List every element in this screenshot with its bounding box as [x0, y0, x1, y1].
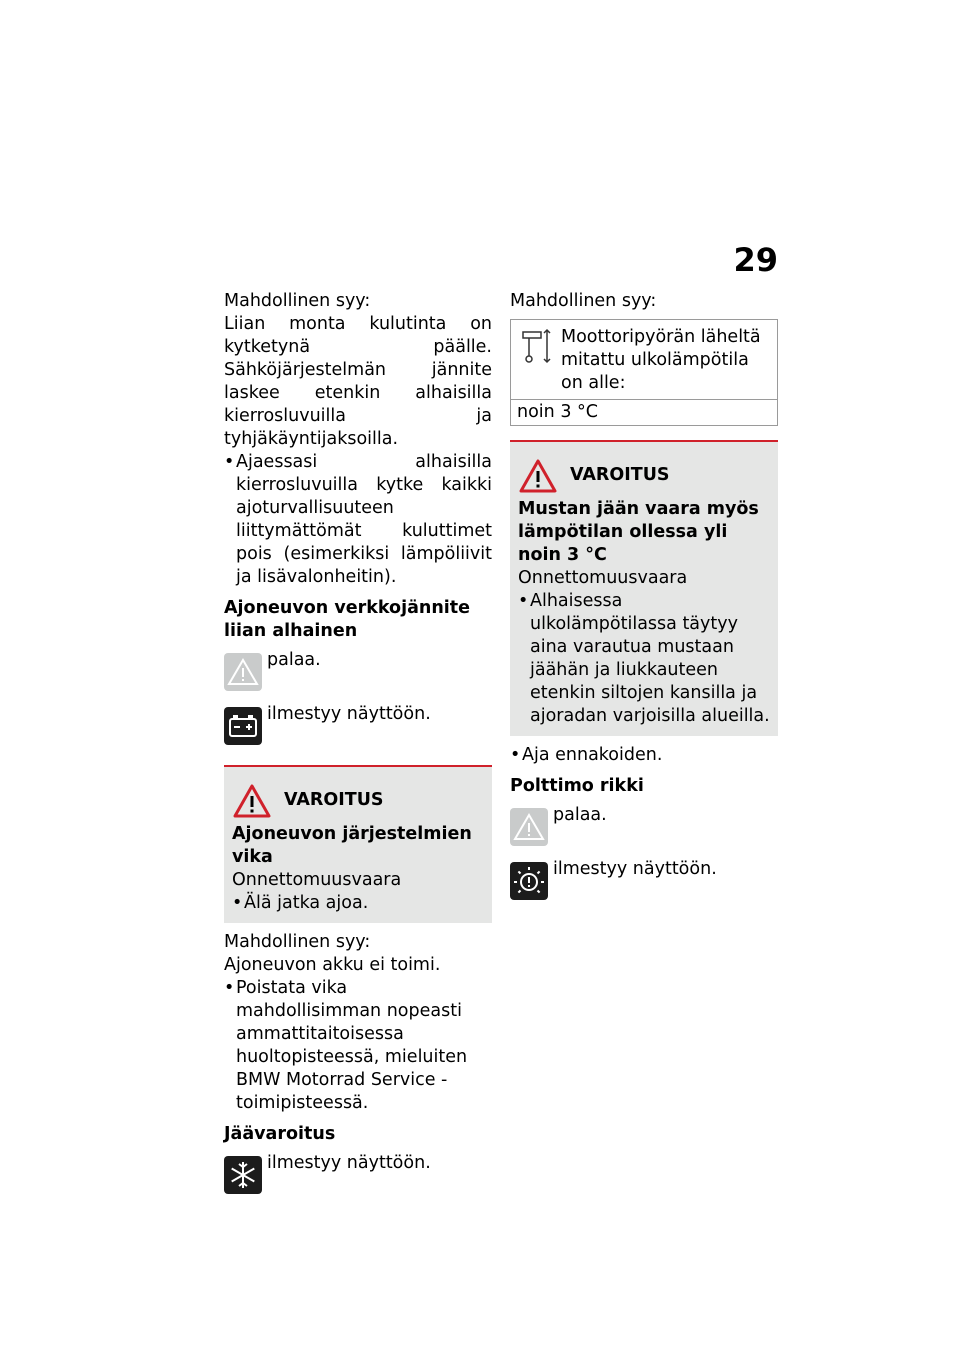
snowflake-icon	[224, 1156, 262, 1194]
page-number: 29	[733, 241, 778, 279]
temperature-table	[510, 319, 778, 426]
warning-label: VAROITUS	[284, 790, 384, 810]
table-text: Moottoripyörän läheltä mitattu ulkolämpötila on alle:	[561, 327, 761, 393]
bullet-item: • Ajaessasi alhaisilla kierrosluvuilla kytke kaikki ajoturvallisuuteen liittymättömät kuluttimet pois (esimerkiksi lämpöliivit ja lisävalonheitin).	[224, 451, 492, 589]
table-value: noin 3 °C	[517, 402, 598, 422]
warning-triangle-icon	[232, 783, 272, 819]
warning-label: VAROITUS	[570, 465, 670, 485]
battery-icon	[224, 707, 262, 745]
cause-text: Ajoneuvon akku ei toimi.	[224, 955, 441, 975]
warning-heading: Ajoneuvon järjestelmien vika	[232, 824, 472, 867]
general-warning-icon	[510, 808, 548, 846]
warning-title	[518, 458, 770, 498]
warning-box-system-fault	[224, 765, 492, 923]
cause-label: Mahdollinen syy:	[224, 291, 371, 311]
cause-label: Mahdollinen syy:	[224, 932, 371, 952]
display-text: ilmestyy näyttöön.	[267, 704, 431, 724]
warning-box-black-ice	[510, 440, 778, 736]
ice-warning-line	[224, 1152, 492, 1200]
warning-hazard: Onnettomuusvaara	[232, 870, 402, 890]
display-text: ilmestyy näyttöön.	[553, 859, 717, 879]
bullet-item: • Aja ennakoiden.	[510, 744, 778, 767]
battery-indicator-line	[224, 703, 492, 751]
cause-label: Mahdollinen syy:	[510, 291, 657, 311]
display-text: ilmestyy näyttöön.	[267, 1153, 431, 1173]
warning-title	[232, 783, 484, 823]
warning-heading: Mustan jään vaara myös lämpötilan ollessa yli noin 3 °C	[518, 499, 759, 565]
lamp-state-text: palaa.	[553, 805, 607, 825]
warning-hazard: Onnettomuusvaara	[518, 568, 688, 588]
warning-triangle-icon	[518, 458, 558, 494]
bullet-item: • Poistata vika mahdollisimman nopeasti ammattitaitoisessa huoltopisteessä, mieluiten BMW Motorrad Service -toimipisteessä.	[224, 977, 492, 1115]
warning-item: • Älä jatka ajoa.	[232, 892, 484, 915]
left-column	[224, 290, 492, 1200]
general-warning-lamp-line	[510, 804, 778, 852]
warning-item: • Alhaisessa ulkolämpötilassa täytyy aina varautua mustaan jäähän ja liukkauteen etenkin siltojen kansilla ja ajoradan varjoisilla alueilla.	[518, 590, 770, 728]
table-row	[511, 399, 777, 425]
bulb-fault-line	[510, 858, 778, 906]
table-row	[511, 320, 777, 399]
thermometer-icon	[521, 328, 553, 364]
cause-text: Liian monta kulutinta on kytketynä päälle. Sähköjärjestelmän jännite laskee etenkin alhaisilla kierrosluvuilla ja tyhjäkäyntijaksoilla.	[224, 314, 492, 449]
bulb-fault-icon	[510, 862, 548, 900]
general-warning-lamp-line	[224, 649, 492, 697]
section-heading-voltage: Ajoneuvon verkkojännite liian alhainen	[224, 598, 471, 641]
lamp-state-text: palaa.	[267, 650, 321, 670]
general-warning-icon	[224, 653, 262, 691]
section-heading-bulb: Polttimo rikki	[510, 776, 644, 796]
right-column	[510, 290, 778, 906]
section-heading-ice: Jäävaroitus	[224, 1124, 336, 1144]
